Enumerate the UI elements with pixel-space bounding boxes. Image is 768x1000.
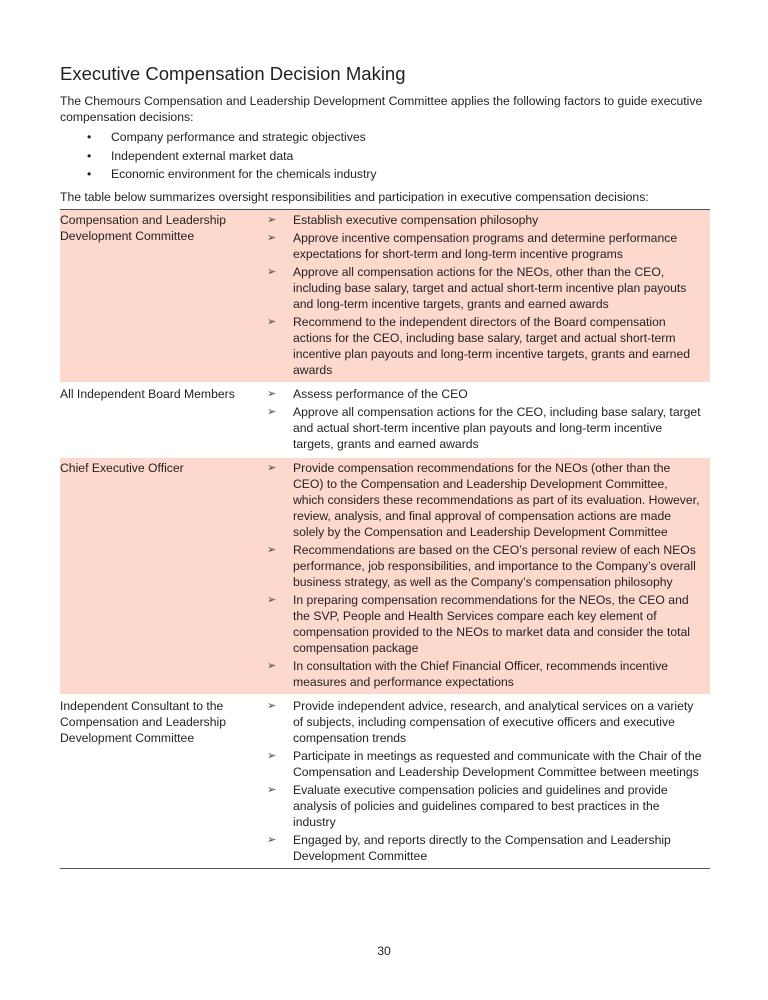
factor-item: • Company performance and strategic objectives — [60, 128, 710, 147]
document-page — [60, 62, 710, 869]
arrow-bullet-icon: ➢ — [267, 230, 277, 244]
responsibility-item: ➢ Establish executive compensation philosophy — [267, 212, 539, 227]
responsibilities-cell — [267, 209, 710, 383]
arrow-bullet-icon: ➢ — [267, 748, 277, 762]
role-cell: Independent Consultant to the Compensation and Leadership Development Committee — [60, 695, 267, 869]
responsibility-item: ➢ Evaluate executive compensation policies and guidelines and provide analysis of policies and guidelines compared to best practices in the industry — [267, 782, 668, 829]
arrow-bullet-icon: ➢ — [267, 658, 277, 672]
arrow-bullet-icon: ➢ — [267, 782, 277, 796]
intro-paragraph: The Chemours Compensation and Leadership Development Committee applies the following factors to guide executive compensation decisions: — [60, 94, 703, 124]
arrow-bullet-icon: ➢ — [267, 460, 277, 474]
table-lead-paragraph: The table below summarizes oversight responsibilities and participation in executive compensation decisions: — [60, 189, 649, 204]
table-row — [60, 457, 710, 695]
responsibility-item: ➢ Provide independent advice, research, and analytical services on a variety of subjects, including compensation of executive officers and executive compensation trends — [267, 698, 694, 745]
responsibility-item: ➢ Provide compensation recommendations for the NEOs (other than the CEO) to the Compensation and Leadership Development Committee, which considers these recommendations as part of its evaluation. However, review, analysis, and final approval of compensation actions are made solely by the Compensation and Leadership Development Committee — [267, 460, 700, 539]
responsibility-item: ➢ Approve all compensation actions for the CEO, including base salary, target and actual short-term incentive plan payouts and long-term incentive targets, grants and earned awards — [267, 404, 701, 451]
responsibilities-cell — [267, 457, 710, 695]
responsibility-item: ➢ In consultation with the Chief Financial Officer, recommends incentive measures and performance expectations — [267, 658, 669, 689]
responsibilities-cell — [267, 383, 710, 457]
responsibility-item: ➢ Engaged by, and reports directly to the Compensation and Leadership Development Committee — [267, 832, 671, 863]
arrow-bullet-icon: ➢ — [267, 212, 277, 226]
factors-list — [60, 128, 710, 184]
responsibility-item: ➢ In preparing compensation recommendations for the NEOs, the CEO and the SVP, People and Health Services compare each key element of compensation provided to the NEOs to market data and consider the total compensation package — [267, 592, 690, 655]
arrow-bullet-icon: ➢ — [267, 698, 277, 712]
arrow-bullet-icon: ➢ — [267, 592, 277, 606]
section-heading: Executive Compensation Decision Making — [60, 63, 406, 84]
role-cell: All Independent Board Members — [60, 383, 267, 457]
bullet-icon: • — [87, 130, 92, 144]
responsibility-item: ➢ Approve all compensation actions for the NEOs, other than the CEO, including base salary, target and actual short-term incentive plan payouts and long-term incentive targets, grants and earned awards — [267, 264, 687, 311]
role-cell: Compensation and Leadership Development Committee — [60, 209, 267, 383]
table-row — [60, 209, 710, 383]
factor-item: • Independent external market data — [60, 147, 710, 166]
arrow-bullet-icon: ➢ — [267, 832, 277, 846]
arrow-bullet-icon: ➢ — [267, 386, 277, 400]
responsibilities-table — [60, 209, 710, 869]
arrow-bullet-icon: ➢ — [267, 314, 277, 328]
arrow-bullet-icon: ➢ — [267, 404, 277, 418]
responsibilities-cell — [267, 695, 710, 869]
responsibility-item: ➢ Recommend to the independent directors of the Board compensation actions for the CEO, including base salary, target and actual short-term incentive plan payouts and long-term incentive targets, grants and earned awards — [267, 314, 691, 377]
responsibility-item: ➢ Recommendations are based on the CEO’s personal review of each NEOs performance, job responsibilities, and importance to the Company’s overall business strategy, as well as the Company’s compensation philosophy — [267, 542, 696, 589]
table-row — [60, 695, 710, 869]
bullet-icon: • — [87, 148, 92, 163]
page-number: 30 — [377, 944, 391, 958]
bullet-icon: • — [87, 167, 92, 181]
table-row — [60, 383, 710, 457]
responsibility-item: ➢ Assess performance of the CEO — [267, 386, 468, 401]
role-cell: Chief Executive Officer — [60, 457, 267, 695]
factor-item: • Economic environment for the chemicals industry — [60, 165, 710, 184]
responsibility-item: ➢ Approve incentive compensation programs and determine performance expectations for short-term and long-term incentive programs — [267, 230, 678, 261]
arrow-bullet-icon: ➢ — [267, 264, 277, 278]
responsibility-item: ➢ Participate in meetings as requested and communicate with the Chair of the Compensation and Leadership Development Committee between meetings — [267, 748, 702, 779]
arrow-bullet-icon: ➢ — [267, 542, 277, 556]
